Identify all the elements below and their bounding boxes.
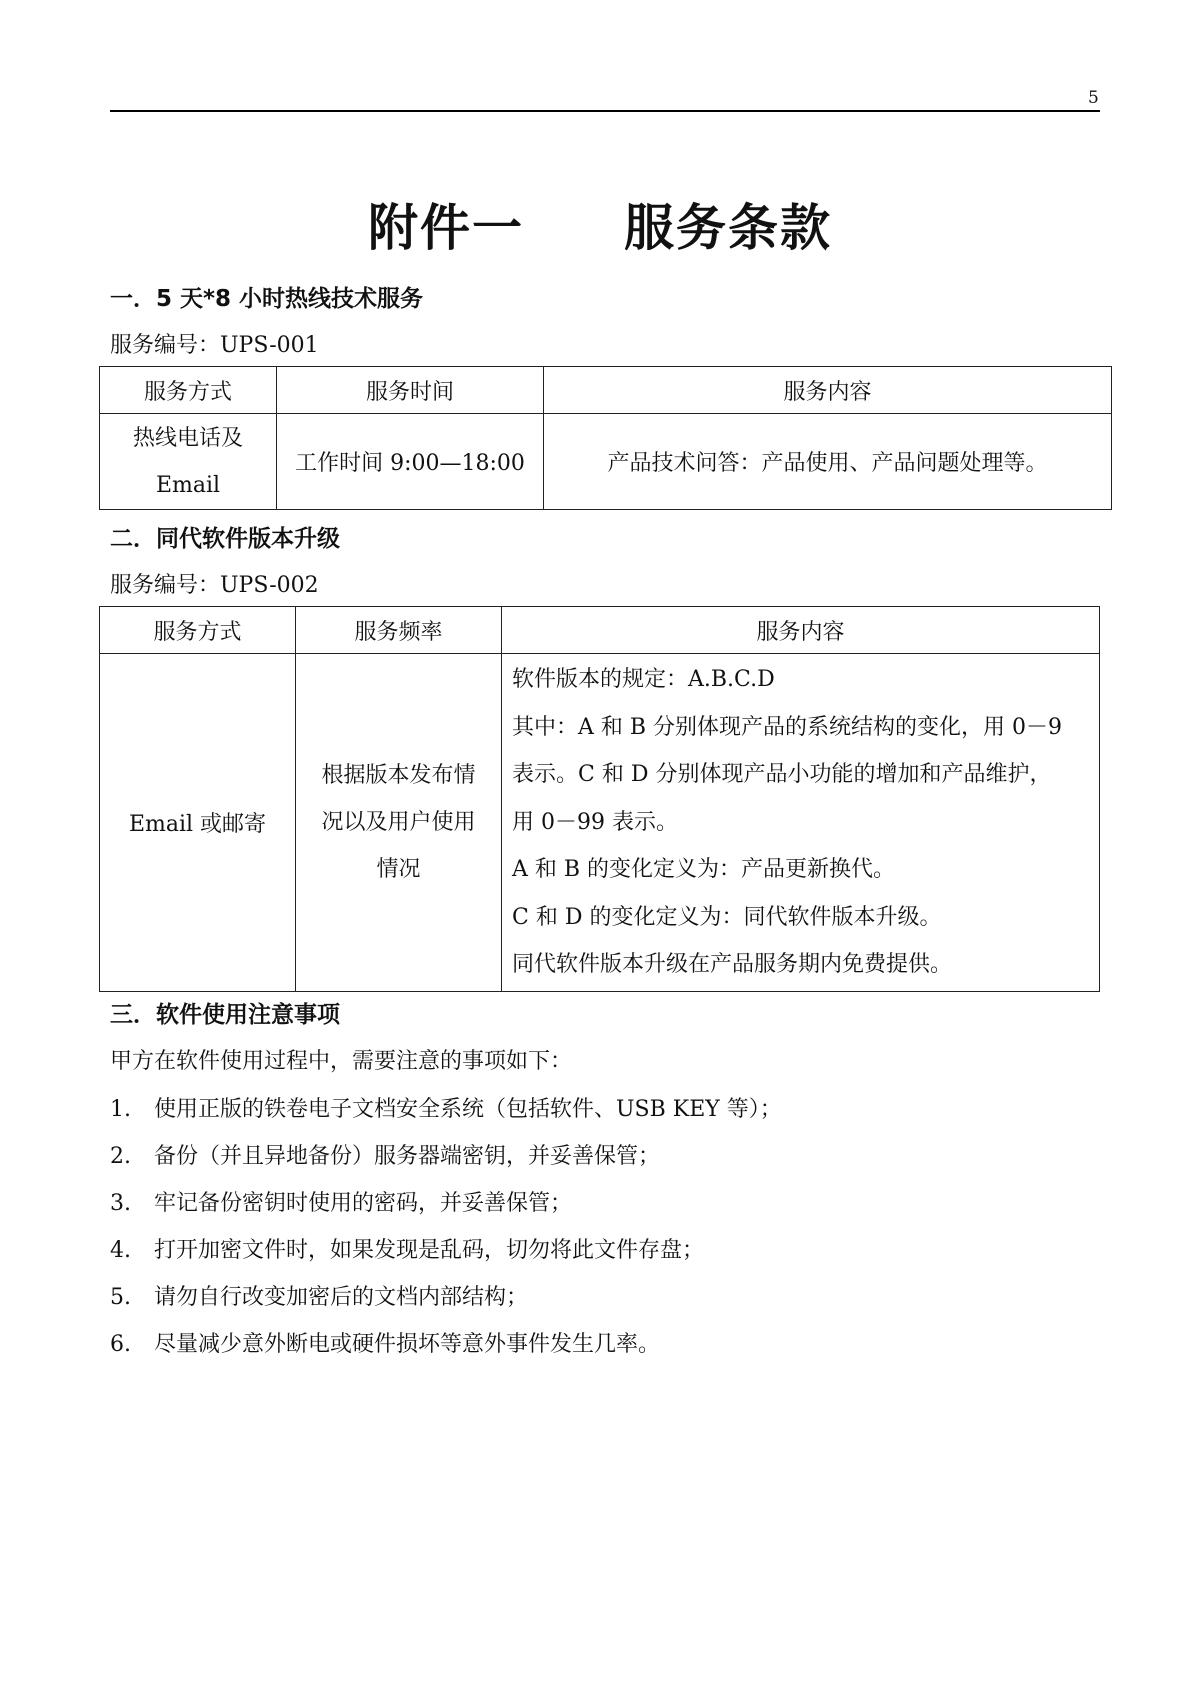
section-1-service-no: 服务编号：UPS-001 [110,333,319,358]
content-line: 其中：A 和 B 分别体现产品的系统结构的变化，用 0－9 [512,714,1063,740]
title-part-1: 附件一 [368,199,524,257]
document-title [0,188,1200,260]
cell-method: Email 或邮寄 [100,654,296,992]
col-header-method: 服务方式 [100,607,296,654]
list-text: 尽量减少意外断电或硬件损坏等意外事件发生几率。 [154,1332,661,1357]
list-text: 打开加密文件时，如果发现是乱码，切勿将此文件存盘； [154,1238,705,1263]
list-item [110,1186,572,1217]
col-header-method: 服务方式 [100,367,277,414]
list-number: 4. [110,1238,131,1263]
table-version-upgrade [99,606,1100,992]
list-text: 牢记备份密钥时使用的密码，并妥善保管； [154,1191,573,1216]
method-line-1: 热线电话及 [132,425,243,451]
section-2-service-no: 服务编号：UPS-002 [110,573,319,598]
col-header-time: 服务时间 [277,367,544,414]
table-row [100,654,1100,992]
list-item [110,1280,528,1311]
title-part-2: 服务条款 [624,199,832,257]
list-number: 2. [110,1144,131,1169]
cell-content [502,654,1100,992]
frequency-line-2: 况以及用户使用 [321,809,476,835]
content-line: 同代软件版本升级在产品服务期内免费提供。 [512,952,953,977]
cell-method [100,414,277,510]
table-hotline-service [99,366,1112,510]
list-item [110,1139,660,1170]
content-line: A 和 B 的变化定义为：产品更新换代。 [512,857,896,882]
list-number: 6. [110,1332,131,1357]
section-1-heading: 一．5 天*8 小时热线技术服务 [110,286,424,312]
content-line: C 和 D 的变化定义为：同代软件版本升级。 [512,904,942,930]
list-item [110,1327,660,1358]
list-number: 5. [110,1285,131,1310]
content-line: 软件版本的规定：A.B.C.D [512,667,775,692]
list-number: 1. [110,1097,131,1122]
col-header-content: 服务内容 [502,607,1100,654]
header-rule [110,110,1100,112]
section-3-intro: 甲方在软件使用过程中，需要注意的事项如下： [110,1049,573,1074]
frequency-line-3: 情况 [376,856,421,882]
section-3-heading: 三．软件使用注意事项 [110,1002,340,1028]
list-number: 3. [110,1191,131,1216]
content-line: 表示。C 和 D 分别体现产品小功能的增加和产品维护， [512,762,1052,787]
method-line-2: Email [155,472,221,498]
section-2-heading: 二．同代软件版本升级 [110,526,340,552]
col-header-content: 服务内容 [544,367,1112,414]
cell-time: 工作时间 9:00—18:00 [277,414,544,510]
col-header-frequency: 服务频率 [296,607,502,654]
frequency-line-1: 根据版本发布情 [321,762,476,788]
content-line: 用 0－99 表示。 [512,809,678,835]
list-item [110,1233,704,1264]
list-text: 备份（并且异地备份）服务器端密钥，并妥善保管； [154,1144,661,1169]
table-row [100,414,1112,510]
list-item [110,1092,782,1123]
table-header-row [100,607,1100,654]
cell-frequency [296,654,502,992]
list-text: 使用正版的铁卷电子文档安全系统（包括软件、USB KEY 等）； [154,1097,782,1122]
table-header-row [100,367,1112,414]
list-text: 请勿自行改变加密后的文档内部结构； [154,1285,529,1310]
page-number: 5 [1088,88,1099,108]
cell-content: 产品技术问答：产品使用、产品问题处理等。 [544,414,1112,510]
